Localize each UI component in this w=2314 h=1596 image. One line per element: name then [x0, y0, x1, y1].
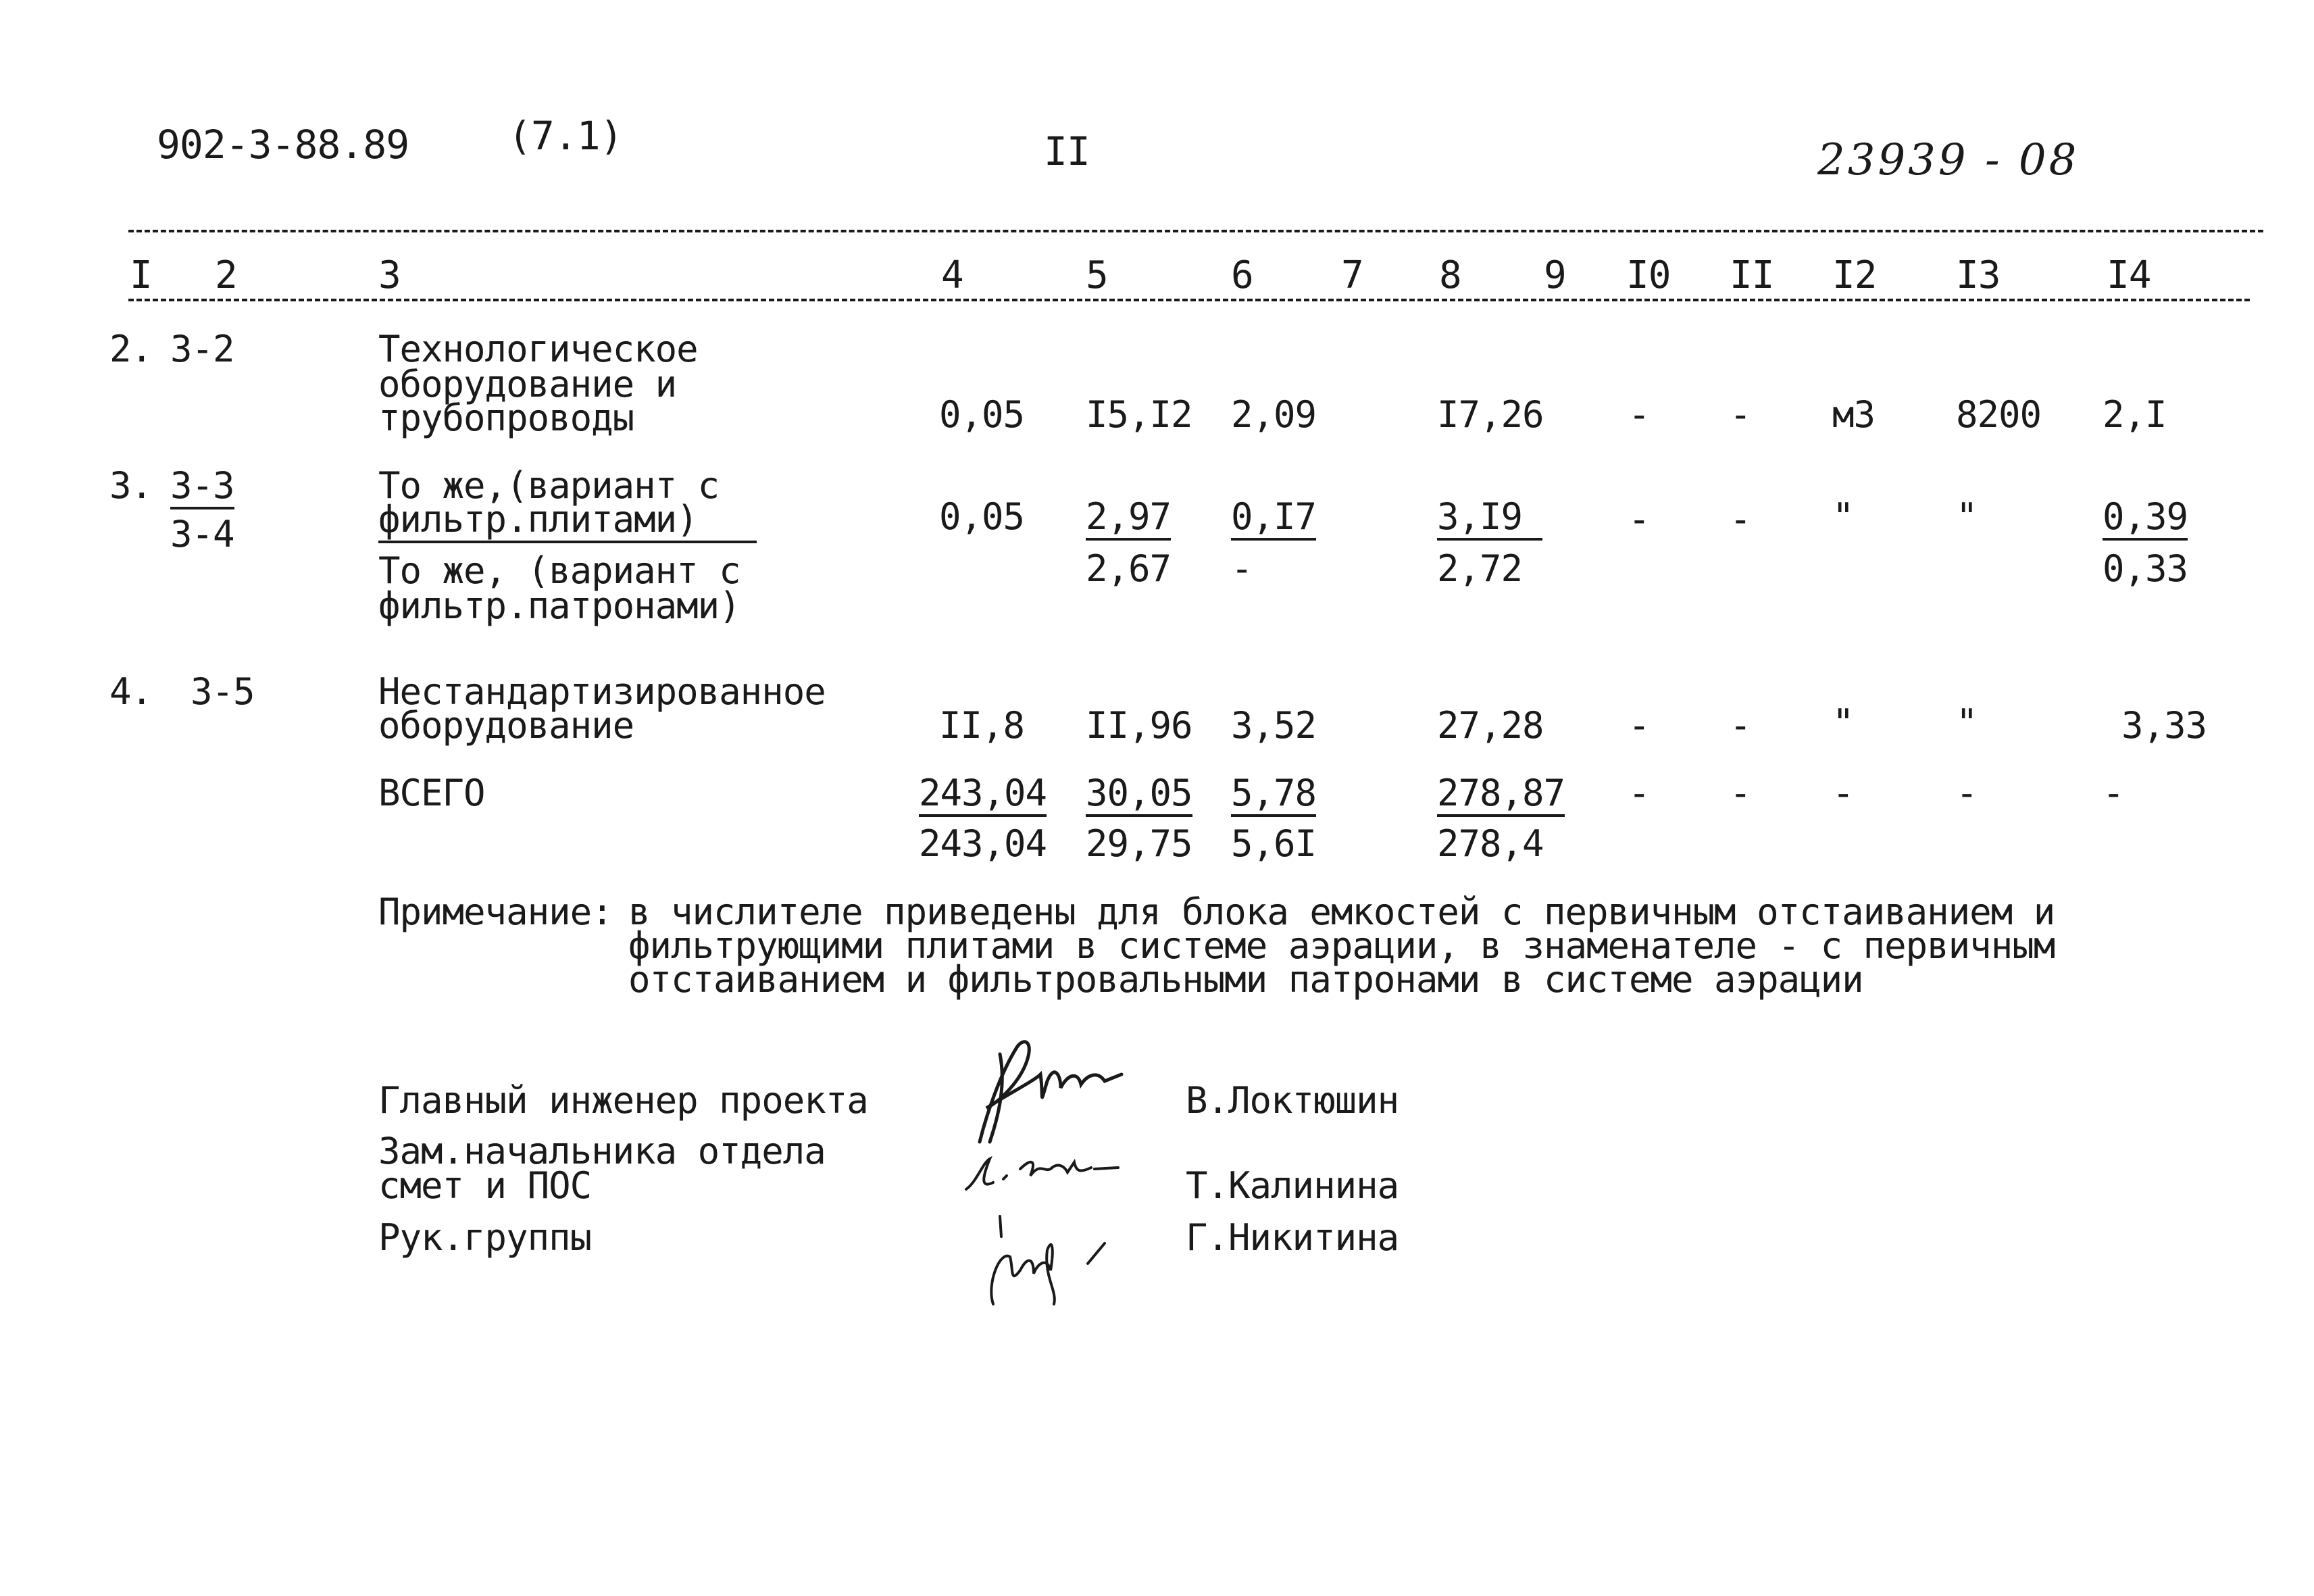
cell-col12: "	[1832, 495, 1854, 538]
cell-col8: I7,26	[1437, 393, 1544, 436]
note-label: Примечание:	[378, 891, 613, 933]
row-name-line: фильтр.патронами)	[378, 584, 740, 627]
cell-col14: 2,I	[2103, 393, 2167, 436]
total-col4-numerator: 243,04	[919, 775, 1047, 817]
total-col6-numerator: 5,78	[1231, 775, 1316, 817]
cell-col6: 3,52	[1231, 704, 1317, 747]
signatory-role: Главный инженер проекта	[378, 1079, 868, 1122]
cell-col13: "	[1956, 495, 1978, 538]
column-header: 5	[1086, 253, 1108, 297]
total-col4-denominator: 243,04	[919, 822, 1047, 865]
cell-col4: 0,05	[939, 393, 1025, 436]
project-code: 902-3-88.89	[157, 122, 409, 168]
column-header: I0	[1626, 253, 1671, 297]
row-number: 3.	[109, 464, 153, 507]
cell-col14-numerator: 0,39	[2103, 499, 2188, 541]
album-number: (7.1)	[508, 113, 623, 159]
total-col14: -	[2103, 772, 2124, 814]
signatory-role: Зам.начальника отдела	[378, 1130, 826, 1172]
signatory-role: смет и ПОС	[378, 1164, 592, 1207]
total-col8-numerator: 278,87	[1437, 775, 1565, 817]
row-code: 3-5	[191, 670, 255, 713]
column-header: 9	[1544, 253, 1566, 297]
cell-col11: -	[1730, 498, 1751, 541]
column-header: 3	[378, 253, 401, 297]
cell-col14: 3,33	[2121, 704, 2207, 747]
header-bottom-rule	[128, 299, 2250, 301]
note-line: в числителе приведены для блока емкостей с первичным отстаиванием и	[628, 891, 2055, 933]
cell-col11: -	[1730, 393, 1751, 436]
row-code: 3-2	[170, 328, 234, 370]
row-code-numerator: 3-3	[170, 468, 234, 509]
cell-col10: -	[1628, 393, 1650, 436]
total-col6-denominator: 5,6I	[1231, 822, 1317, 865]
note-line: отстаиванием и фильтровальными патронами в системе аэрации	[628, 958, 1863, 1001]
column-header: 4	[941, 253, 963, 297]
column-header: I3	[1956, 253, 2001, 297]
total-col8-denominator: 278,4	[1437, 822, 1544, 865]
row-code-denominator: 3-4	[170, 513, 234, 555]
total-col5-numerator: 30,05	[1086, 775, 1192, 817]
cell-col6-numerator: 0,I7	[1231, 499, 1316, 541]
header-top-rule	[128, 230, 2263, 232]
cell-col6: 2,09	[1231, 393, 1317, 436]
column-header: I2	[1832, 253, 1877, 297]
row-name-line: То же, (вариант с	[378, 549, 740, 592]
cell-col12: м3	[1832, 393, 1876, 436]
row-number: 4.	[109, 670, 153, 713]
row-name-line: оборудование	[378, 704, 634, 747]
note-line: фильтрующими плитами в системе аэрации, в знаменателе - с первичным	[628, 924, 2055, 967]
row-name-text: фильтр.плитами)	[378, 501, 757, 543]
row-name-line: Нестандартизированное	[378, 670, 826, 713]
total-col12: -	[1832, 772, 1854, 814]
cell-col14-denominator: 0,33	[2103, 547, 2188, 590]
cell-col11: -	[1730, 704, 1751, 747]
row-name-line: оборудование и	[378, 363, 677, 405]
column-header: 2	[215, 253, 237, 297]
row-name-line: То же,(вариант с	[378, 464, 720, 507]
total-col10: -	[1628, 772, 1650, 814]
total-col13: -	[1956, 772, 1978, 814]
row-name-line: трубопроводы	[378, 397, 634, 439]
total-label: ВСЕГО	[378, 772, 485, 814]
signatory-role: Рук.группы	[378, 1216, 592, 1259]
cell-col12: "	[1832, 701, 1854, 744]
column-header: I	[130, 253, 152, 297]
cell-col10: -	[1628, 498, 1650, 541]
row-name-line: Технологическое	[378, 328, 698, 370]
cell-col13: "	[1956, 701, 1978, 744]
cell-col13: 8200	[1956, 393, 2042, 436]
column-header: 6	[1231, 253, 1253, 297]
cell-col5: I5,I2	[1086, 393, 1192, 436]
row-number: 2.	[109, 328, 153, 370]
column-header: 7	[1341, 253, 1363, 297]
signatory-name: В.Локтюшин	[1186, 1079, 1399, 1122]
total-col5-denominator: 29,75	[1086, 822, 1192, 865]
signature-loktyushin	[959, 1034, 1149, 1155]
page-number: II	[1044, 128, 1090, 174]
cell-col5-numerator: 2,97	[1086, 499, 1171, 541]
cell-col10: -	[1628, 704, 1650, 747]
cell-col4: 0,05	[939, 495, 1025, 538]
cell-col5: II,96	[1086, 704, 1192, 747]
total-col11: -	[1730, 772, 1751, 814]
cell-col5-denominator: 2,67	[1086, 547, 1172, 590]
column-header: I4	[2107, 253, 2151, 297]
column-header: 8	[1439, 253, 1461, 297]
cell-col8-denominator: 2,72	[1437, 547, 1523, 590]
row-name-line	[378, 498, 757, 543]
cell-col6-denominator: -	[1231, 547, 1253, 590]
cell-col4: II,8	[939, 704, 1025, 747]
signature-nikitina	[973, 1210, 1128, 1311]
inventory-number: 23939 - 08	[1817, 135, 2080, 185]
signatory-name: Т.Калинина	[1186, 1164, 1399, 1207]
column-header: II	[1730, 253, 1774, 297]
cell-col8: 27,28	[1437, 704, 1544, 747]
signatory-name: Г.Никитина	[1186, 1216, 1399, 1259]
cell-col8-numerator: 3,I9	[1437, 499, 1542, 541]
signature-kalinina	[956, 1142, 1132, 1203]
